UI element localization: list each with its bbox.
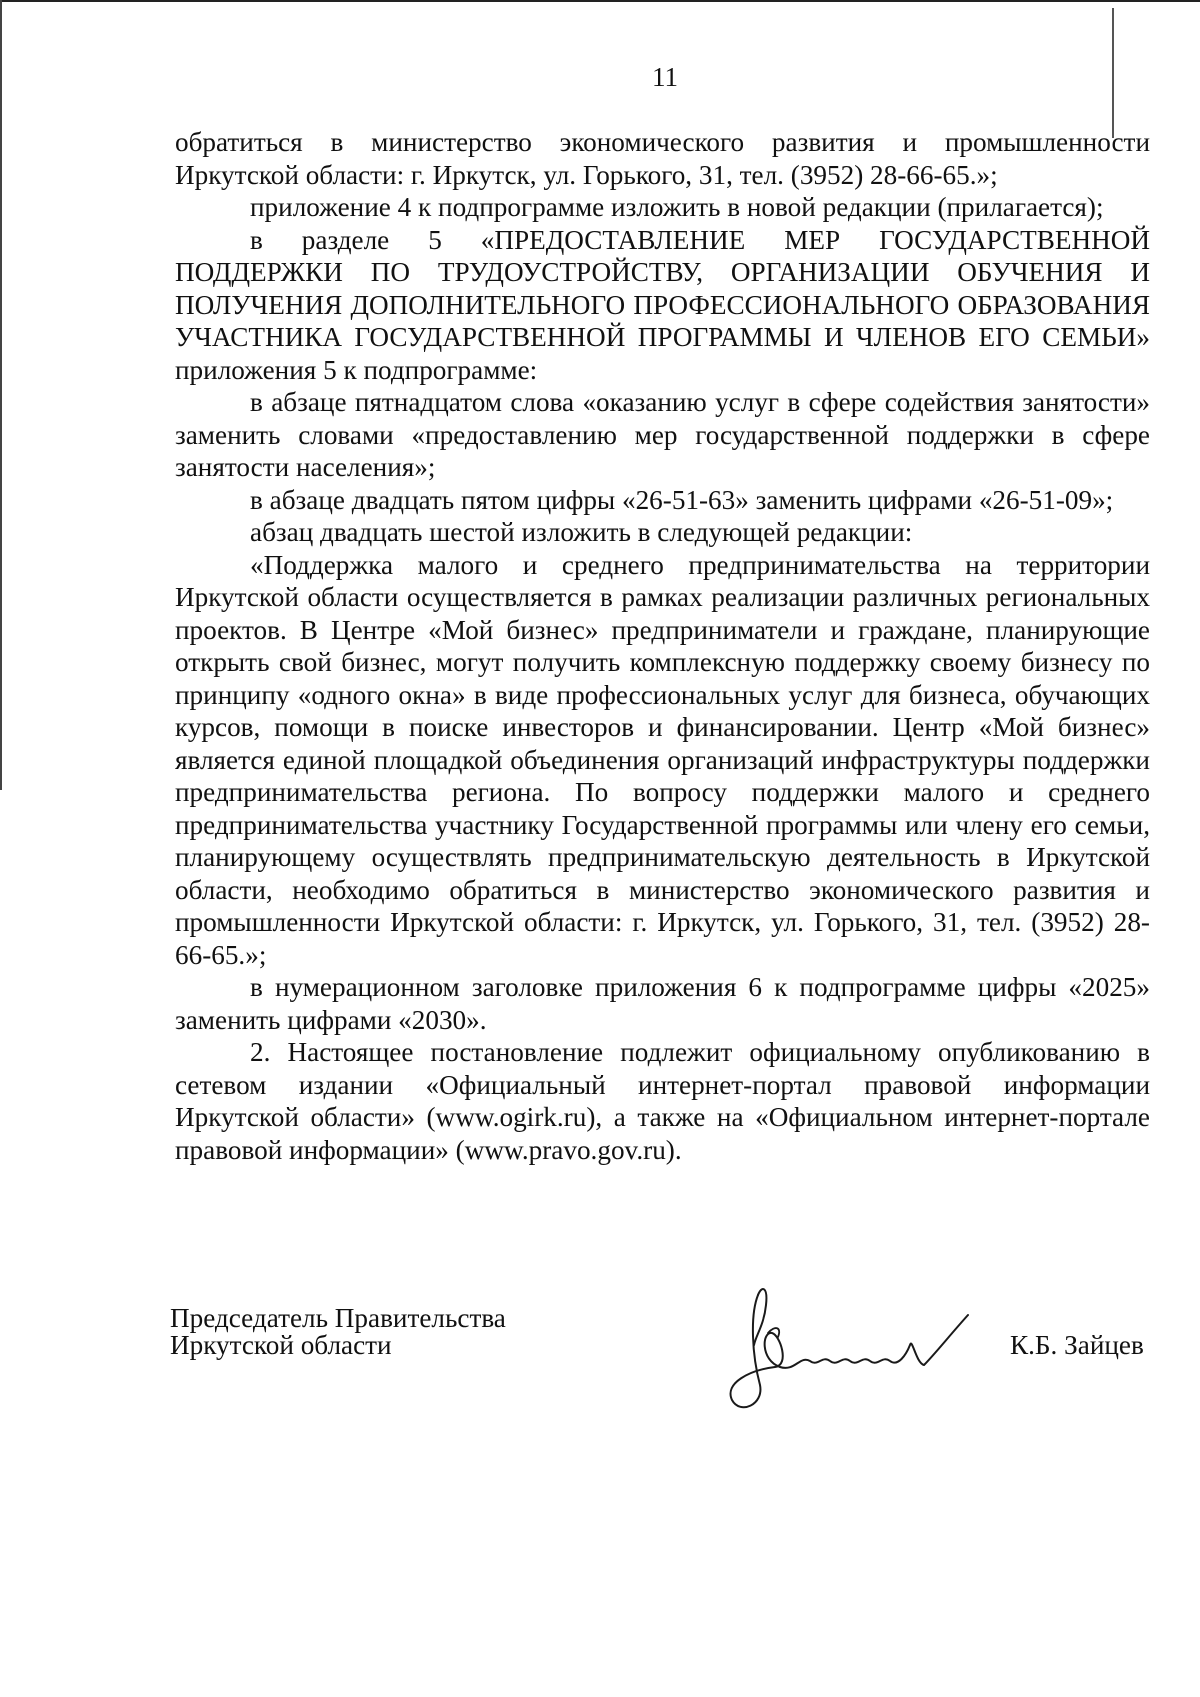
signatory-position: [170, 1305, 506, 1359]
paragraph-abzac-26: абзац двадцать шестой изложить в следующей редакции:: [250, 517, 913, 547]
document-body: [175, 126, 1150, 1166]
paragraph-abzac-25: в абзаце двадцать пятом цифры «26-51-63» заменить цифрами «26-51-09»;: [250, 484, 1114, 515]
paragraph-business-support: «Поддержка малого и среднего предпринимательства на территории Иркутской области осуществляется в рамках реализации различных региональных проектов. В Центре «Мой бизнес» предприниматели и граждане, планирующие открыть свой бизнес, могут получить комплексную поддержку своему бизнесу по принципу «одного окна» в виде профессиональных услуг для бизнеса, обучающих курсов, помощи в поиске инвесторов и финансировании. Центр «Мой бизнес» является единой площадкой объединения организаций инфраструктуры поддержки предпринимательства региона. По вопросу поддержки малого и среднего предпринимательства участнику Государственной программы или члену его семьи, планирующему осуществлять предпринимательскую деятельность в Иркутской области, необходимо обратиться в министерство экономического развития и промышленности Иркутской области: г. Иркутск, ул. Горького, 31, тел. (3952) 28-66-65.»;: [175, 549, 1150, 970]
paragraph-section-5: в разделе 5 «ПРЕДОСТАВЛЕНИЕ МЕР ГОСУДАРСТВЕННОЙ ПОДДЕРЖКИ ПО ТРУДОУСТРОЙСТВУ, ОРГАНИЗАЦИИ ОБУЧЕНИЯ И ПОЛУЧЕНИЯ ДОПОЛНИТЕЛЬНОГО ПРОФЕССИОНАЛЬНОГО ОБРАЗОВАНИЯ УЧАСТНИКА ГОСУДАРСТВЕННОЙ ПРОГРАММЫ И ЧЛЕНОВ ЕГО СЕМЬИ» приложения 5 к подпрограмме:: [175, 224, 1150, 385]
paragraph-appendix-6: в нумерационном заголовке приложения 6 к подпрограмме цифры «2025» заменить цифрами «2030».: [175, 972, 1150, 1035]
paragraph-continuation: обратиться в министерство экономического развития и промышленности Иркутской области: г. Иркутск, ул. Горького, 31, тел. (3952) 28-66-65.»;: [175, 127, 1150, 190]
paragraph-publication: 2. Настоящее постановление подлежит официальному опубликованию в сетевом издании «Официальный интернет-портал правовой информации Иркутской области» (www.ogirk.ru), а также на «Официальном интернет-портале правовой информации» (www.pravo.gov.ru).: [175, 1037, 1150, 1165]
signer-name: К.Б. Зайцев: [1010, 1330, 1144, 1360]
paragraph-abzac-15: в абзаце пятнадцатом слова «оказанию услуг в сфере содействия занятости» заменить словами «предоставлению мер государственной поддержки в сфере занятости населения»;: [175, 387, 1150, 482]
paragraph-appendix-4: приложение 4 к подпрограмме изложить в новой редакции (прилагается);: [250, 192, 1104, 222]
scan-edge-top: [0, 0, 1200, 2]
scan-edge-left: [0, 0, 2, 790]
signatory-position-line-1: Председатель Правительства: [170, 1303, 506, 1333]
signatory-position-line-2: Иркутской области: [170, 1330, 392, 1360]
handwritten-signature: [720, 1275, 990, 1425]
page-number: 11: [652, 62, 678, 92]
